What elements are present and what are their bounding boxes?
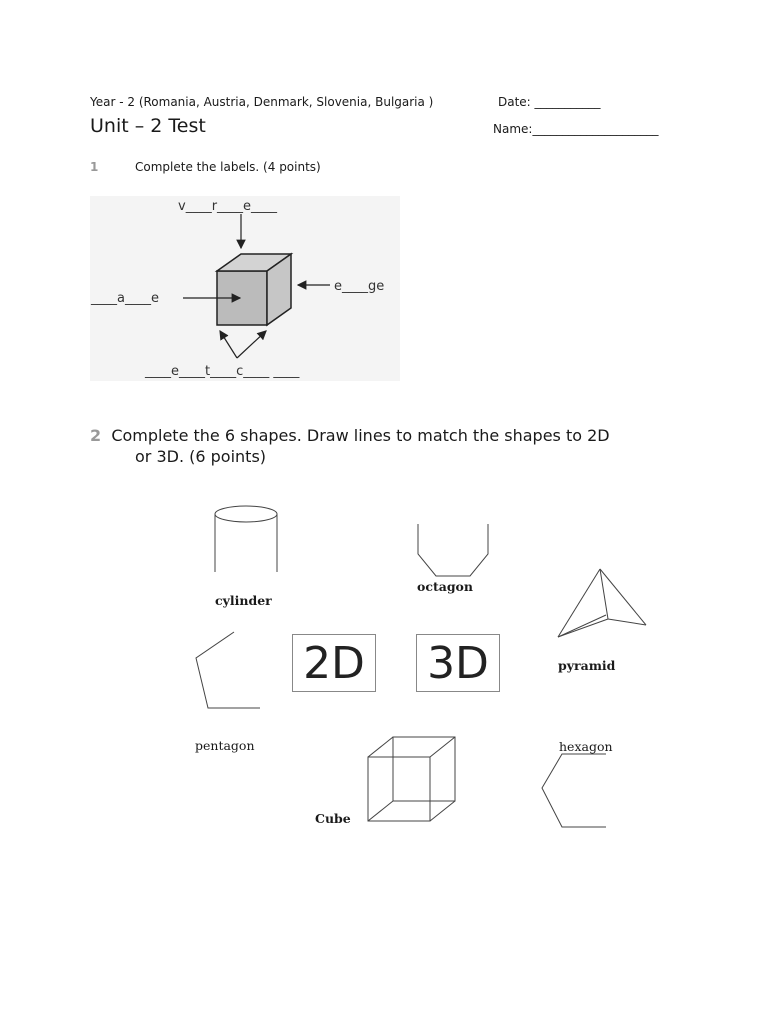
date-field[interactable]: Date: ___________ (498, 95, 601, 109)
question-2-number: 2 (90, 426, 102, 445)
pyramid-shape (552, 565, 652, 645)
octagon-label: octagon (417, 579, 473, 594)
question-2 (90, 425, 690, 467)
label-edge: e____ge (334, 279, 385, 294)
label-face: ____a____e (91, 291, 159, 306)
question-2-text-line1: Complete the 6 shapes. Draw lines to match the shapes to 2D (111, 426, 610, 445)
vertices-arrow-left (220, 331, 237, 358)
question-1-text: Complete the labels. (4 points) (135, 160, 321, 174)
pentagon-shape (192, 630, 264, 714)
cylinder-label: cylinder (215, 593, 272, 608)
page-title: Unit – 2 Test (90, 115, 206, 137)
cube-label: Cube (315, 811, 351, 826)
cylinder-shape (210, 500, 282, 576)
question-1 (90, 160, 321, 174)
vertices-arrow-right (237, 331, 266, 358)
octagon-shape (410, 520, 494, 580)
class-info: Year - 2 (Romania, Austria, Denmark, Slovenia, Bulgaria ) (90, 95, 434, 109)
label-vertex: v____r____e____ (178, 199, 278, 214)
name-field[interactable]: Name:_____________________ (493, 122, 659, 136)
cube-diagram (90, 196, 400, 381)
question-1-number: 1 (90, 160, 99, 174)
box-3d[interactable]: 3D (416, 634, 500, 692)
box-2d[interactable]: 2D (292, 634, 376, 692)
cube-label-figure (90, 196, 400, 381)
question-2-text-line2: or 3D. (6 points) (135, 447, 267, 466)
cube-shape (362, 733, 462, 825)
hexagon-label: hexagon (559, 739, 613, 754)
pyramid-label: pyramid (558, 658, 616, 673)
label-vertices: ____e____t____c____ ____ (145, 364, 300, 379)
pentagon-label: pentagon (195, 738, 255, 753)
hexagon-shape (538, 748, 610, 832)
